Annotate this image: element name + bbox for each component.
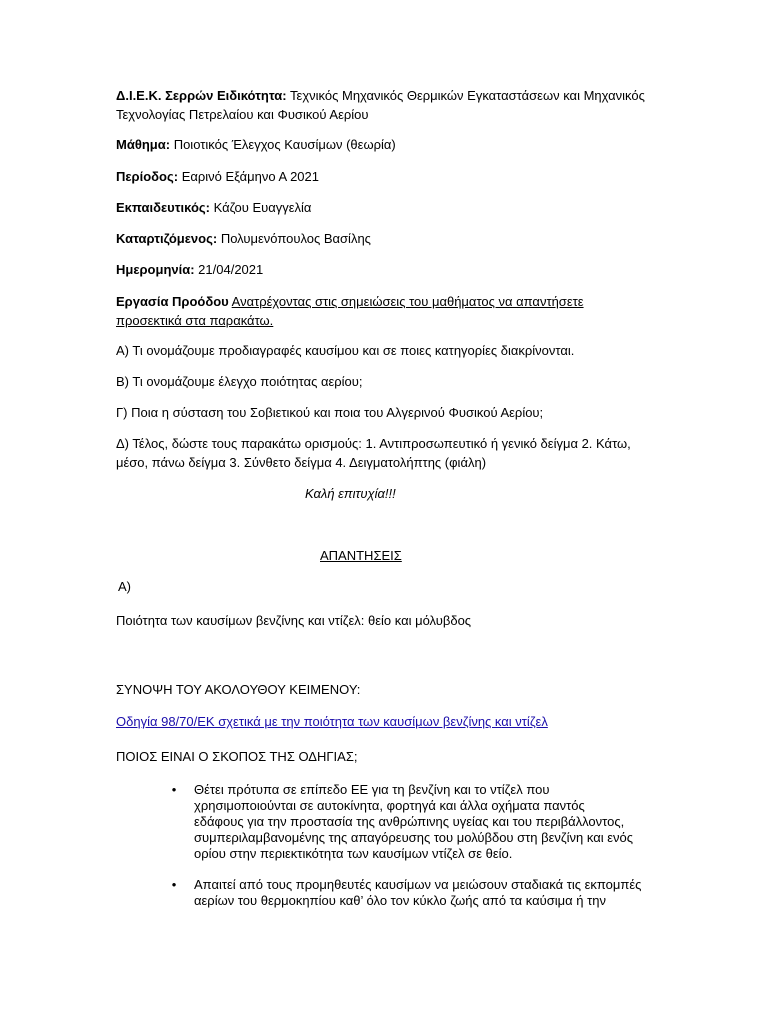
purpose-heading: ΠΟΙΟΣ ΕΙΝΑΙ Ο ΣΚΟΠΟΣ ΤΗΣ ΟΔΗΓΙΑΣ;	[116, 749, 358, 764]
date-value: 21/04/2021	[194, 262, 264, 277]
teacher-label: Εκπαιδευτικός:	[116, 200, 210, 215]
question-d-line-1: Δ) Τέλος, δώστε τους παρακάτω ορισμούς: 1. Αντιπροσωπευτικό ή γενικό δείγμα 2. Κάτω,	[116, 436, 631, 451]
assignment-instructions: Ανατρέχοντας στις σημειώσεις του μαθήματος να απαντήσετε	[231, 294, 584, 309]
bullet-2-text	[194, 877, 654, 909]
question-b: Β) Τι ονομάζουμε έλεγχο ποιότητας αερίου;	[116, 374, 363, 389]
bullet-2-marker: •	[171, 877, 177, 892]
bullet-1-line: Θέτει πρότυπα σε επίπεδο ΕΕ για τη βενζίνη και το ντίζελ που	[194, 782, 550, 797]
question-d-line-2: μέσο, πάνω δείγμα 3. Σύνθετο δείγμα 4. Δειγματολήπτης (φιάλη)	[116, 455, 487, 470]
period-value: Εαρινό Εξάμηνο Α 2021	[178, 169, 319, 184]
bullet-1-marker: •	[171, 782, 177, 797]
date-label: Ημερομηνία:	[116, 262, 195, 277]
good-luck-text: Καλή επιτυχία!!!	[305, 486, 396, 501]
date-field	[116, 260, 656, 279]
course-label: Μάθημα:	[116, 137, 171, 152]
bullet-2-line: αερίων του θερμοκηπίου καθ’ όλο τον κύκλο ζωής από τα καύσιμα ή την	[194, 893, 606, 908]
bullet-1-line: ορίου στην περιεκτικότητα των καυσίμων ντίζελ σε θείο.	[194, 846, 513, 861]
header-line-2: Τεχνολογίας Πετρελαίου και Φυσικού Αερίου	[116, 107, 369, 122]
answer-a-marker: Α)	[118, 579, 131, 594]
course-field	[116, 135, 656, 154]
bullet-1-line: χρησιμοποιούνται σε αυτοκίνητα, φορτηγά και άλλα οχήματα παντός	[194, 798, 585, 813]
course-value: Ποιοτικός Έλεγχος Καυσίμων (θεωρία)	[170, 137, 396, 152]
period-field	[116, 167, 656, 186]
header-line-1	[116, 86, 656, 105]
specialty-value: Τεχνικός Μηχανικός Θερμικών Εγκαταστάσεων και Μηχανικός	[286, 88, 645, 103]
trainee-field	[116, 229, 656, 248]
school-label: Δ.Ι.Ε.Κ. Σερρών Ειδικότητα:	[116, 88, 287, 103]
question-c: Γ) Ποια η σύσταση του Σοβιετικού και ποια του Αλγερινού Φυσικού Αερίου;	[116, 405, 544, 420]
bullet-2-line: Απαιτεί από τους προμηθευτές καυσίμων να μειώσουν σταδιακά τις εκπομπές	[194, 877, 642, 892]
trainee-value: Πολυμενόπουλος Βασίλης	[217, 231, 371, 246]
summary-heading: ΣΥΝΟΨΗ ΤΟΥ ΑΚΟΛΟΥΘΟΥ ΚΕΙΜΕΝΟΥ:	[116, 682, 361, 697]
period-label: Περίοδος:	[116, 169, 179, 184]
bullet-1-line: συμπεριλαμβανομένης της απαγόρευσης του μολύβδου στη βενζίνη και ενός	[194, 830, 634, 845]
answers-heading: ΑΠΑΝΤΗΣΕΙΣ	[320, 548, 402, 563]
teacher-field	[116, 198, 656, 217]
fuel-quality-line: Ποιότητα των καυσίμων βενζίνης και ντίζελ: θείο και μόλυβδος	[116, 613, 472, 628]
bullet-1-text	[194, 782, 654, 862]
directive-link[interactable]: Οδηγία 98/70/ΕΚ σχετικά με την ποιότητα των καυσίμων βενζίνης και ντίζελ	[116, 714, 548, 729]
question-a: Α) Τι ονομάζουμε προδιαγραφές καυσίμου και σε ποιες κατηγορίες διακρίνονται.	[116, 343, 575, 358]
assignment-label: Εργασία Προόδου	[116, 294, 229, 309]
trainee-label: Καταρτιζόμενος:	[116, 231, 218, 246]
assignment-line-1	[116, 292, 656, 311]
assignment-line-2: προσεκτικά στα παρακάτω.	[116, 313, 274, 328]
teacher-value: Κάζου Ευαγγελία	[210, 200, 312, 215]
bullet-1-line: εδάφους για την προστασία της ανθρώπινης υγείας και του περιβάλλοντος,	[194, 814, 625, 829]
